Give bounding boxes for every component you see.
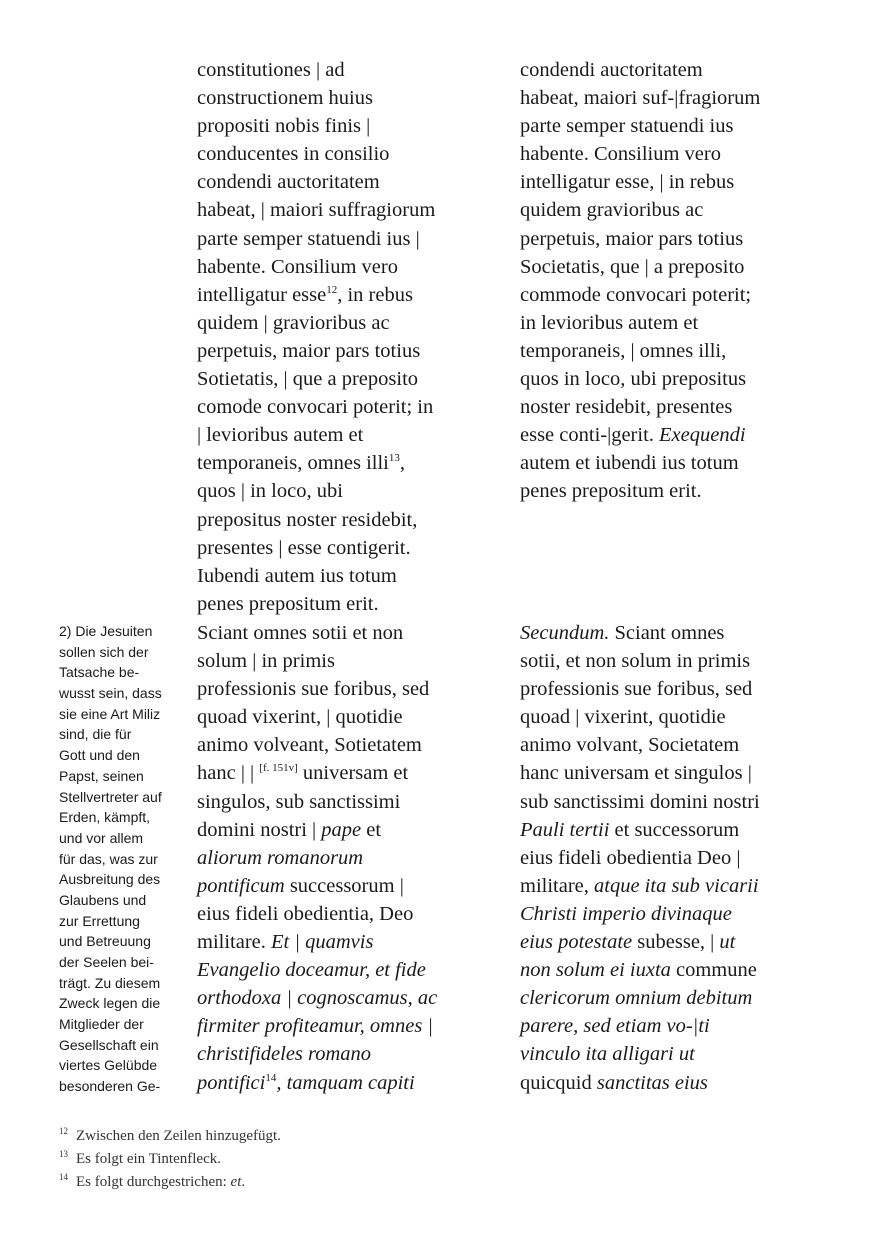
- marginal-summary-note: [59, 621, 184, 1097]
- text-run: commode convocari poterit;: [520, 283, 752, 306]
- text-run: professionis sue foribus, sed: [197, 678, 430, 701]
- italic-run: et: [230, 1174, 242, 1190]
- text-run: professionis sue foribus, sed: [520, 678, 753, 701]
- text-run: presentes | esse contigerit.: [197, 536, 411, 559]
- text-run: et successorum: [609, 818, 740, 841]
- text-line: [197, 168, 435, 196]
- text-run: quidem gravioribus ac: [520, 199, 704, 222]
- text-run: intelligatur esse, | in rebus: [520, 171, 735, 194]
- side-note-line: sollen sich der: [59, 643, 149, 660]
- side-note-line: trägt. Zu diesem: [59, 974, 161, 991]
- italic-run: clericorum omnium debitum: [520, 987, 753, 1010]
- text-line: [520, 1012, 760, 1040]
- text-line: [197, 731, 437, 759]
- side-note-line: zur Errettung: [59, 912, 140, 929]
- text-run: propositi nobis finis |: [197, 115, 371, 138]
- side-note-line: wusst sein, dass: [59, 685, 162, 702]
- text-run: quicquid: [520, 1071, 597, 1094]
- text-run: parte semper statuendi ius: [520, 115, 734, 138]
- text-run: subesse, |: [632, 931, 720, 954]
- text-run: condendi auctoritatem: [197, 171, 380, 194]
- text-line: [197, 788, 437, 816]
- text-line: [197, 984, 437, 1012]
- italic-run: christifideles romano: [197, 1043, 372, 1066]
- text-run: habente. Consilium vero: [520, 143, 721, 166]
- side-note-line: besonderen Ge-: [59, 1078, 161, 1095]
- text-run: temporaneis, | omnes illi,: [520, 339, 727, 362]
- text-line: [520, 675, 760, 703]
- text-line: [197, 393, 435, 421]
- text-run: habeat, | maiori suffragiorum: [197, 199, 436, 222]
- text-line: [197, 590, 435, 618]
- text-line: [197, 196, 435, 224]
- text-line: [197, 956, 437, 984]
- text-run: militare,: [520, 874, 595, 897]
- text-line: [197, 365, 435, 393]
- footnote-reference: 12: [326, 283, 338, 296]
- text-run: singulos, sub sanctissimi: [197, 790, 401, 813]
- side-note-line: Stellvertreter auf: [59, 788, 162, 805]
- side-note-line: Tatsache be-: [59, 664, 140, 681]
- text-line: [197, 477, 435, 505]
- text-line: [197, 759, 437, 787]
- text-line: [197, 872, 437, 900]
- text-line: [197, 449, 435, 477]
- text-line: [520, 872, 760, 900]
- italic-run: atque ita sub vicarii: [594, 874, 759, 897]
- text-run: habeat, maiori suf-|fragiorum: [520, 87, 761, 110]
- text-run: perpetuis, maior pars totius: [197, 339, 421, 362]
- text-line: [197, 112, 435, 140]
- side-note-line: Gott und den: [59, 747, 140, 764]
- text-line: [197, 253, 435, 281]
- italic-run: Exequendi: [659, 424, 746, 447]
- side-note-line: Papst, seinen: [59, 767, 144, 784]
- text-line: [197, 1012, 437, 1040]
- italic-run: aliorum romanorum: [197, 846, 364, 869]
- text-line: [197, 647, 437, 675]
- text-run: Sciant omnes sotii et non: [197, 622, 404, 644]
- text-run: Zwischen den Zeilen hinzugefügt.: [76, 1128, 281, 1144]
- text-run: quoad vixerint, | quotidie: [197, 706, 403, 729]
- text-line: [520, 731, 760, 759]
- text-line: [520, 844, 760, 872]
- text-run: solum | in primis: [197, 650, 335, 673]
- text-line: [520, 647, 760, 675]
- text-run: militare.: [197, 931, 272, 954]
- latin-column-left-upper: [197, 56, 435, 618]
- text-run: universam et: [297, 762, 409, 785]
- side-note-line: der Seelen bei-: [59, 954, 154, 970]
- text-line: [197, 619, 437, 647]
- text-run: sotii, et non solum in primis: [520, 650, 751, 673]
- text-line: [520, 900, 760, 928]
- text-line: [197, 703, 437, 731]
- text-run: parte semper statuendi ius |: [197, 227, 420, 250]
- text-line: [520, 421, 760, 449]
- text-run: eius fideli obedientia, Deo: [197, 902, 414, 925]
- footnote-13: [59, 1143, 281, 1166]
- latin-column-right-upper: [520, 56, 760, 506]
- text-line: [197, 1069, 437, 1097]
- text-line: [520, 619, 760, 647]
- text-run: esse conti-|gerit.: [520, 424, 660, 447]
- text-line: [197, 337, 435, 365]
- side-note-line: für das, was zur: [59, 850, 158, 867]
- side-note-line: sind, die für: [59, 726, 132, 743]
- footnote-14: [59, 1166, 281, 1189]
- text-run: temporaneis, omnes illi: [197, 452, 389, 475]
- text-line: [520, 309, 760, 337]
- text-run: eius fideli obedientia Deo |: [520, 846, 741, 869]
- text-run: quidem | gravioribus ac: [197, 311, 390, 334]
- text-run: quos in loco, ubi prepositus: [520, 368, 747, 391]
- text-line: [197, 844, 437, 872]
- italic-run: Et | quamvis: [271, 931, 374, 954]
- text-line: [520, 56, 760, 84]
- text-run: intelligatur esse: [197, 283, 327, 306]
- text-run: habente. Consilium vero: [197, 255, 398, 278]
- text-line: [197, 506, 435, 534]
- text-line: [520, 928, 760, 956]
- side-note-line: 2) Die Jesuiten: [59, 623, 153, 639]
- text-run: Iubendi autem ius totum: [197, 564, 397, 587]
- latin-column-left-lower: [197, 619, 437, 1097]
- text-run: ,: [399, 452, 405, 475]
- text-line: [520, 196, 760, 224]
- side-note-line: und vor allem: [59, 829, 144, 846]
- text-run: animo volvant, Societatem: [520, 734, 740, 757]
- text-line: [520, 393, 760, 421]
- text-line: [197, 140, 435, 168]
- footnote-number: 12: [59, 1126, 68, 1136]
- side-note-line: Glaubens und: [59, 891, 147, 908]
- text-run: in levioribus autem et: [520, 311, 699, 334]
- text-run: conducentes in consilio: [197, 143, 390, 166]
- text-line: [520, 759, 760, 787]
- text-line: [520, 281, 760, 309]
- italic-run: Pauli tertii: [520, 818, 610, 841]
- italic-run: pape: [321, 818, 362, 841]
- text-line: [197, 816, 437, 844]
- text-line: [520, 337, 760, 365]
- italic-run: orthodoxa | cognoscamus, ac: [197, 987, 438, 1010]
- italic-run: sanctitas eius: [596, 1071, 708, 1094]
- text-run: autem et iubendi ius totum: [520, 452, 739, 475]
- text-run: et: [361, 818, 382, 841]
- side-note-line: viertes Gelübde: [59, 1057, 158, 1074]
- text-run: hanc | |: [197, 762, 260, 785]
- text-line: [520, 225, 760, 253]
- text-run: quoad | vixerint, quotidie: [520, 706, 726, 729]
- italic-run: , tamquam capiti: [276, 1071, 415, 1094]
- text-run: quos | in loco, ubi: [197, 480, 343, 503]
- side-note-line: Erden, kämpft,: [59, 809, 151, 826]
- footnotes: [59, 1120, 281, 1189]
- italic-run: Secundum.: [520, 622, 610, 644]
- text-line: [197, 56, 435, 84]
- text-line: [520, 253, 760, 281]
- text-line: [197, 281, 435, 309]
- text-run: penes prepositum erit.: [197, 592, 379, 615]
- text-run: condendi auctoritatem: [520, 59, 703, 81]
- text-line: [520, 477, 760, 505]
- italic-run: Christi imperio divinaque: [520, 902, 732, 925]
- text-run: domini nostri |: [197, 818, 322, 841]
- footnote-reference: 13: [388, 452, 400, 465]
- side-note-line: und Betreuung: [59, 933, 151, 950]
- text-line: [520, 112, 760, 140]
- italic-run: non solum ei iuxta: [520, 959, 671, 982]
- footnote-reference: 14: [265, 1071, 277, 1084]
- text-line: [197, 534, 435, 562]
- text-run: | levioribus autem et: [197, 424, 364, 447]
- side-note-line: sie eine Art Miliz: [59, 705, 161, 722]
- text-run: noster residebit, presentes: [520, 396, 733, 419]
- text-run: Sotietatis, | que a preposito: [197, 368, 419, 391]
- text-line: [520, 1040, 760, 1068]
- side-note-line: Mitglieder der: [59, 1016, 144, 1033]
- text-line: [520, 1069, 760, 1097]
- text-run: hanc universam et singulos |: [520, 762, 752, 785]
- side-note-line: Zweck legen die: [59, 995, 161, 1012]
- text-line: [520, 449, 760, 477]
- italic-run: parere, sed etiam vo-|ti: [520, 1015, 710, 1038]
- text-line: [197, 225, 435, 253]
- text-line: [520, 365, 760, 393]
- text-run: constructionem huius: [197, 87, 373, 110]
- italic-run: firmiter profiteamur, omnes |: [197, 1015, 434, 1038]
- italic-run: vinculo ita alligari ut: [520, 1043, 695, 1066]
- text-line: [520, 703, 760, 731]
- text-run: Es folgt ein Tintenfleck.: [76, 1151, 221, 1167]
- text-run: perpetuis, maior pars totius: [520, 227, 744, 250]
- text-line: [197, 421, 435, 449]
- text-run: successorum |: [284, 874, 404, 897]
- footnote-reference: [f. 151v]: [259, 762, 298, 775]
- text-run: , in rebus: [337, 283, 413, 306]
- latin-column-right-lower: [520, 619, 760, 1097]
- text-run: penes prepositum erit.: [520, 480, 702, 503]
- text-run: sub sanctissimi domini nostri: [520, 790, 760, 813]
- text-line: [520, 140, 760, 168]
- side-note-line: Ausbreitung des: [59, 871, 161, 888]
- text-line: [197, 928, 437, 956]
- footnote-12: [59, 1120, 281, 1143]
- text-run: Societatis, que | a preposito: [520, 255, 745, 278]
- italic-run: pontificum: [197, 874, 285, 897]
- text-run: commune: [670, 959, 757, 982]
- text-run: Sciant omnes: [609, 622, 725, 644]
- text-line: [520, 816, 760, 844]
- text-run: .: [241, 1174, 246, 1190]
- text-line: [197, 900, 437, 928]
- italic-run: ut: [719, 931, 736, 954]
- footnote-number: 14: [59, 1172, 68, 1182]
- side-note-line: Gesellschaft ein: [59, 1036, 159, 1053]
- text-line: [520, 956, 760, 984]
- text-run: constitutiones | ad: [197, 59, 345, 81]
- italic-run: eius potestate: [520, 931, 633, 954]
- italic-run: Evangelio doceamur, et fide: [197, 959, 426, 982]
- italic-run: pontifici: [197, 1071, 266, 1094]
- text-line: [520, 788, 760, 816]
- text-line: [197, 309, 435, 337]
- text-line: [520, 984, 760, 1012]
- text-line: [197, 1040, 437, 1068]
- text-run: prepositus noster residebit,: [197, 508, 418, 531]
- footnote-number: 13: [59, 1149, 68, 1159]
- text-line: [520, 168, 760, 196]
- text-run: comode convocari poterit; in: [197, 396, 434, 419]
- text-run: animo volveant, Sotietatem: [197, 734, 422, 757]
- text-run: Es folgt durchgestrichen:: [76, 1174, 231, 1190]
- text-line: [520, 84, 760, 112]
- text-line: [197, 675, 437, 703]
- text-line: [197, 562, 435, 590]
- text-line: [197, 84, 435, 112]
